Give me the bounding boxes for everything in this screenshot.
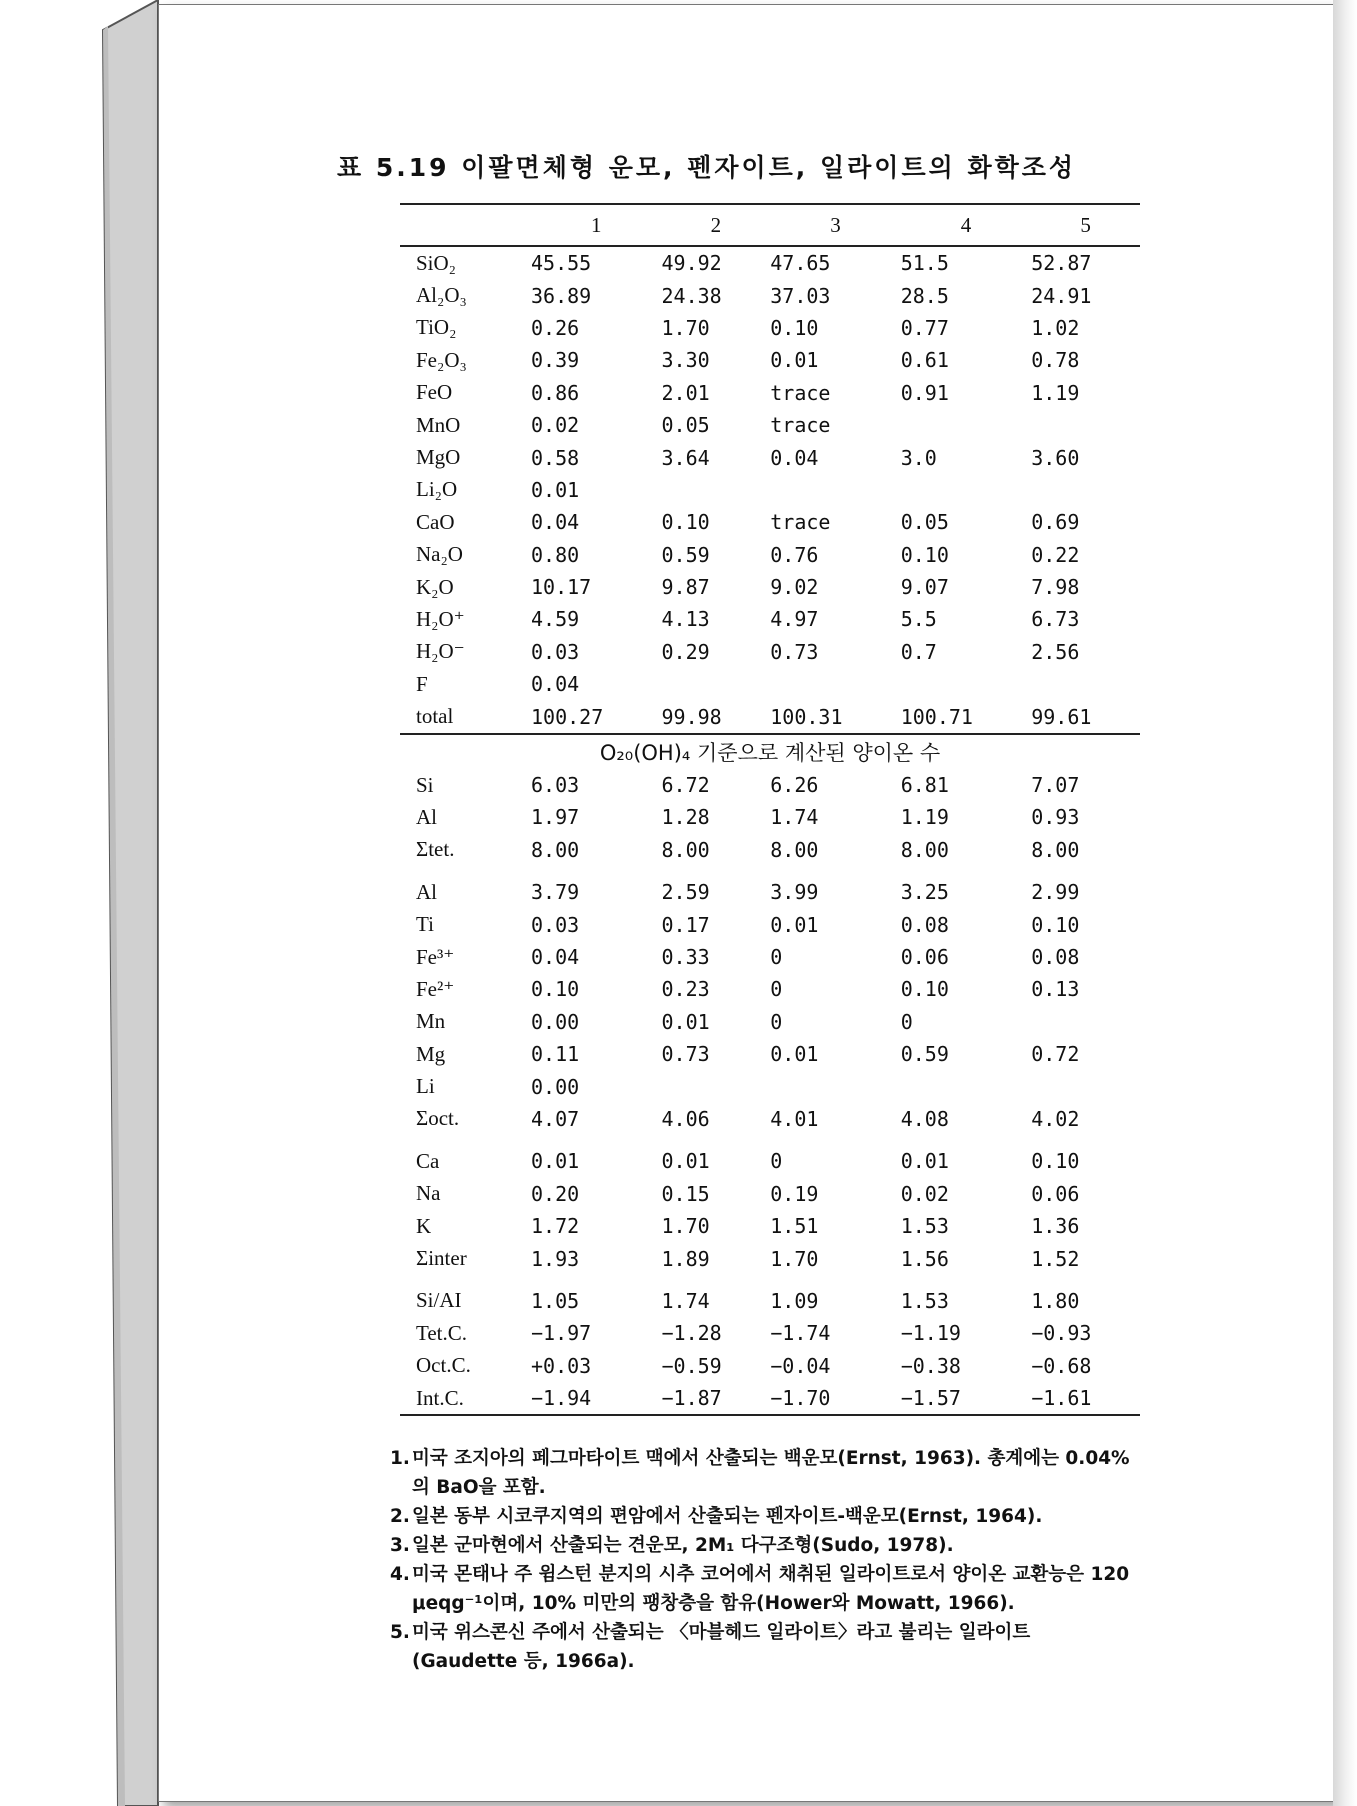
value-cell: 9.02 xyxy=(770,575,819,600)
value-cell: 45.55 xyxy=(531,251,592,276)
oxide-row xyxy=(400,603,1140,635)
value-cell: 37.03 xyxy=(770,283,831,308)
value-cell: 28.5 xyxy=(900,283,949,308)
oxide-row xyxy=(400,344,1140,376)
value-cell: 100.27 xyxy=(531,704,604,729)
note-text: 일본 동부 시코쿠지역의 편암에서 산출되는 펜자이트-백운모(Ernst, 1964). xyxy=(412,1506,1043,1527)
value-cell: 0.73 xyxy=(661,1042,710,1067)
value-cell: 6.81 xyxy=(900,773,949,798)
row-label: total xyxy=(416,704,454,729)
value-cell xyxy=(661,474,770,506)
value-cell: 3.0 xyxy=(900,445,937,470)
row-label: Li xyxy=(416,1074,435,1099)
value-cell: 8.00 xyxy=(661,837,710,862)
value-cell: 0.00 xyxy=(531,1074,580,1099)
value-cell: 0.29 xyxy=(661,639,710,664)
value-cell: −0.68 xyxy=(1031,1353,1092,1378)
value-cell: 6.03 xyxy=(531,773,580,798)
value-cell: 0.10 xyxy=(661,510,710,535)
value-cell: 0.01 xyxy=(770,912,819,937)
value-cell: 7.07 xyxy=(1031,773,1080,798)
value-cell: 1.70 xyxy=(661,1214,710,1239)
note-text: 미국 몬태나 주 윔스턴 분지의 시추 코어에서 채취된 일라이트로서 양이온 교환능은 120 μeqg⁻¹이며, 10% 미만의 팽창층을 함유(Hower와 Mowatt, 1966). xyxy=(412,1564,1130,1614)
value-cell: 0.59 xyxy=(661,542,710,567)
book-spine xyxy=(0,0,160,1806)
value-cell: 36.89 xyxy=(531,283,592,308)
cation-row xyxy=(400,1006,1140,1038)
cation-row xyxy=(400,1350,1140,1382)
row-label: Na xyxy=(416,1181,441,1206)
table-caption: 표 5.19 이팔면체형 운모, 펜자이트, 일라이트의 화학조성 xyxy=(337,153,1077,182)
value-cell xyxy=(901,1070,1031,1102)
value-cell: 24.91 xyxy=(1031,283,1092,308)
value-cell: 4.06 xyxy=(661,1106,710,1131)
value-cell: −1.28 xyxy=(661,1321,722,1346)
value-cell: −1.87 xyxy=(661,1386,722,1411)
cation-row xyxy=(400,941,1140,973)
value-cell: 0.04 xyxy=(531,945,580,969)
value-cell: −1.94 xyxy=(531,1386,592,1411)
value-cell: 0.01 xyxy=(531,1149,580,1174)
value-cell: 49.92 xyxy=(661,251,722,276)
cation-row xyxy=(400,1103,1140,1135)
value-cell: 3.99 xyxy=(770,880,819,905)
value-cell: 6.72 xyxy=(661,773,710,798)
value-cell: 1.53 xyxy=(900,1288,949,1313)
row-label: Fe³⁺ xyxy=(416,944,455,969)
value-cell xyxy=(770,474,900,506)
value-cell: 10.17 xyxy=(531,575,592,600)
oxide-row xyxy=(400,636,1140,668)
value-cell: 0.04 xyxy=(770,445,819,470)
cation-row xyxy=(400,834,1140,866)
value-cell: −1.97 xyxy=(531,1321,592,1346)
oxide-row xyxy=(400,312,1140,344)
table-header-row xyxy=(400,204,1140,246)
row-label: Σinter xyxy=(416,1246,467,1271)
value-cell: 0.05 xyxy=(900,510,949,535)
row-label: H₂O⁻ xyxy=(416,639,465,664)
column-header: 5 xyxy=(1080,212,1091,237)
value-cell: 0.04 xyxy=(531,672,580,697)
note-item xyxy=(390,1618,1140,1676)
value-cell: 0.04 xyxy=(531,510,580,535)
value-cell: 0.06 xyxy=(1031,1181,1080,1206)
cation-row xyxy=(400,1242,1140,1274)
note-number: 3. xyxy=(390,1535,410,1556)
value-cell: −1.57 xyxy=(900,1386,961,1411)
value-cell: 1.53 xyxy=(900,1214,949,1239)
value-cell: 0.01 xyxy=(770,1042,819,1067)
row-label: K xyxy=(416,1213,432,1238)
value-cell: 0.05 xyxy=(661,413,710,438)
value-cell: 1.52 xyxy=(1031,1246,1080,1271)
value-cell: 8.00 xyxy=(900,837,949,862)
note-item xyxy=(390,1531,1140,1560)
value-cell: 3.25 xyxy=(900,880,949,905)
cation-row xyxy=(400,769,1140,801)
value-cell: 0.08 xyxy=(900,912,949,937)
value-cell: −0.04 xyxy=(770,1353,831,1378)
value-cell: 0.01 xyxy=(531,477,580,502)
value-cell: 1.28 xyxy=(661,805,710,830)
value-cell: 1.05 xyxy=(531,1288,580,1313)
value-cell: 1.09 xyxy=(770,1288,819,1313)
value-cell: 0.01 xyxy=(661,1009,710,1034)
value-cell: 4.01 xyxy=(770,1106,819,1131)
row-label: Si/AI xyxy=(416,1288,462,1313)
value-cell: 0 xyxy=(770,945,783,969)
value-cell: 0.03 xyxy=(531,912,580,937)
chemical-composition-table xyxy=(400,203,1140,1416)
value-cell xyxy=(1031,1006,1140,1038)
row-label: H₂O⁺ xyxy=(416,606,465,631)
value-cell xyxy=(661,1070,770,1102)
value-cell: 52.87 xyxy=(1031,251,1092,276)
value-cell: 2.59 xyxy=(661,880,710,905)
value-cell: 0.72 xyxy=(1031,1042,1080,1067)
value-cell: 100.71 xyxy=(900,704,973,729)
cation-row xyxy=(400,801,1140,833)
note-text: 미국 조지아의 페그마타이트 맥에서 산출되는 백운모(Ernst, 1963). 총계에는 0.04%의 BaO을 포함. xyxy=(412,1448,1130,1498)
value-cell: 0 xyxy=(770,1009,783,1034)
total-row xyxy=(400,700,1140,733)
row-label: MgO xyxy=(416,445,461,470)
value-cell xyxy=(901,668,1031,700)
cation-row xyxy=(400,1070,1140,1102)
value-cell: 0.10 xyxy=(531,977,580,1002)
note-number: 4. xyxy=(390,1564,410,1585)
value-cell: 51.5 xyxy=(900,251,949,276)
note-number: 5. xyxy=(390,1622,410,1643)
value-cell: 47.65 xyxy=(770,251,831,276)
cation-row xyxy=(400,1382,1140,1415)
row-label: Si xyxy=(416,772,434,797)
oxide-row xyxy=(400,409,1140,441)
value-cell: 4.59 xyxy=(531,607,580,632)
value-cell: 1.93 xyxy=(531,1246,580,1271)
row-label: Mg xyxy=(416,1041,446,1066)
value-cell: 1.19 xyxy=(900,805,949,830)
value-cell: +0.03 xyxy=(531,1353,592,1378)
header-cell-blank xyxy=(400,204,531,246)
value-cell: 3.60 xyxy=(1031,445,1080,470)
value-cell: 99.98 xyxy=(661,704,722,729)
value-cell: 99.61 xyxy=(1031,704,1092,729)
oxide-row xyxy=(400,246,1140,279)
value-cell: trace xyxy=(770,510,831,535)
oxide-row xyxy=(400,506,1140,538)
value-cell: 0.03 xyxy=(531,639,580,664)
value-cell: 4.08 xyxy=(900,1106,949,1131)
row-label: Tet.C. xyxy=(416,1320,468,1345)
oxide-row xyxy=(400,279,1140,311)
value-cell: 4.97 xyxy=(770,607,819,632)
value-cell: 0.17 xyxy=(661,912,710,937)
value-cell: trace xyxy=(770,380,831,405)
note-number: 2. xyxy=(390,1506,410,1527)
cation-row xyxy=(400,1135,1140,1177)
note-text: 미국 위스콘신 주에서 산출되는 〈마블헤드 일라이트〉라고 불리는 일라이트 (Gaudette 등, 1966a). xyxy=(412,1622,1031,1672)
value-cell: 0.08 xyxy=(1031,945,1080,969)
value-cell: 0.06 xyxy=(900,945,949,969)
cation-row xyxy=(400,973,1140,1005)
value-cell: 0.61 xyxy=(900,348,949,373)
oxide-row xyxy=(400,571,1140,603)
value-cell: 1.89 xyxy=(661,1246,710,1271)
value-cell: 8.00 xyxy=(531,837,580,862)
value-cell: 0.10 xyxy=(1031,1149,1080,1174)
value-cell: 0.19 xyxy=(770,1181,819,1206)
value-cell: 0.01 xyxy=(900,1149,949,1174)
value-cell: −0.38 xyxy=(900,1353,961,1378)
value-cell: 4.07 xyxy=(531,1106,580,1131)
value-cell: 2.01 xyxy=(661,380,710,405)
row-label: Na₂O xyxy=(416,542,463,567)
row-label: Ti xyxy=(416,912,434,937)
value-cell: 1.56 xyxy=(900,1246,949,1271)
value-cell xyxy=(1031,409,1140,441)
row-label: Σoct. xyxy=(416,1106,460,1131)
value-cell: −1.70 xyxy=(770,1386,831,1411)
value-cell xyxy=(901,474,1031,506)
row-label: Fe₂O₃ xyxy=(416,347,467,372)
value-cell: 0.93 xyxy=(1031,805,1080,830)
row-label: F xyxy=(416,671,428,696)
value-cell: 0.33 xyxy=(661,945,710,969)
column-header: 3 xyxy=(830,212,841,237)
value-cell: 1.74 xyxy=(661,1288,710,1313)
value-cell: 0.73 xyxy=(770,639,819,664)
value-cell xyxy=(1031,1070,1140,1102)
value-cell: 0.69 xyxy=(1031,510,1080,535)
value-cell: 1.36 xyxy=(1031,1214,1080,1239)
value-cell: 0.22 xyxy=(1031,542,1080,567)
value-cell: 0.10 xyxy=(900,977,949,1002)
value-cell: 1.97 xyxy=(531,805,580,830)
row-label: Mn xyxy=(416,1009,446,1034)
note-item xyxy=(390,1502,1140,1531)
cation-row xyxy=(400,1317,1140,1349)
note-item xyxy=(390,1444,1140,1502)
value-cell: −1.74 xyxy=(770,1321,831,1346)
oxide-row xyxy=(400,668,1140,700)
oxide-section xyxy=(400,246,1140,734)
table-notes xyxy=(390,1444,1140,1676)
value-cell: 0.13 xyxy=(1031,977,1080,1002)
value-cell: 4.02 xyxy=(1031,1106,1080,1131)
value-cell: 1.70 xyxy=(661,315,710,340)
value-cell xyxy=(901,409,1031,441)
value-cell: 2.99 xyxy=(1031,880,1080,905)
cation-section xyxy=(400,734,1140,1415)
basis-row xyxy=(400,734,1140,769)
row-label: Fe²⁺ xyxy=(416,976,455,1001)
value-cell: −0.93 xyxy=(1031,1321,1092,1346)
note-number: 1. xyxy=(390,1448,410,1469)
cation-row xyxy=(400,1178,1140,1210)
value-cell xyxy=(661,668,770,700)
row-label: CaO xyxy=(416,509,455,534)
cation-row xyxy=(400,1275,1140,1317)
row-label: Oct.C. xyxy=(416,1353,471,1378)
row-label: MnO xyxy=(416,412,461,437)
value-cell: 7.98 xyxy=(1031,575,1080,600)
basis-label: O₂₀(OH)₄ 기준으로 계산된 양이온 수 xyxy=(599,740,941,765)
oxide-row xyxy=(400,539,1140,571)
value-cell: 3.64 xyxy=(661,445,710,470)
value-cell: 0.15 xyxy=(661,1181,710,1206)
row-label: Li₂O xyxy=(416,477,458,502)
value-cell: 1.51 xyxy=(770,1214,819,1239)
row-label: Ca xyxy=(416,1148,440,1173)
value-cell: 9.87 xyxy=(661,575,710,600)
oxide-row xyxy=(400,441,1140,473)
value-cell: 24.38 xyxy=(661,283,722,308)
value-cell: 3.79 xyxy=(531,880,580,905)
value-cell: 0.10 xyxy=(1031,912,1080,937)
value-cell xyxy=(770,1070,900,1102)
row-label: Al xyxy=(416,879,437,904)
value-cell: 0.01 xyxy=(770,348,819,373)
value-cell: 3.30 xyxy=(661,348,710,373)
value-cell: 6.73 xyxy=(1031,607,1080,632)
row-label: SiO₂ xyxy=(416,250,457,275)
value-cell: 0.02 xyxy=(531,413,580,438)
value-cell: 0.86 xyxy=(531,380,580,405)
note-item xyxy=(390,1560,1140,1618)
value-cell: −0.59 xyxy=(661,1353,722,1378)
oxide-row xyxy=(400,474,1140,506)
value-cell: 5.5 xyxy=(900,607,937,632)
value-cell: 8.00 xyxy=(1031,837,1080,862)
cation-row xyxy=(400,866,1140,908)
value-cell: trace xyxy=(770,413,831,438)
value-cell: 1.02 xyxy=(1031,315,1080,340)
value-cell: 1.19 xyxy=(1031,380,1080,405)
row-label: Σtet. xyxy=(416,837,455,862)
row-label: Int.C. xyxy=(416,1385,464,1410)
value-cell: 8.00 xyxy=(770,837,819,862)
row-label: TiO₂ xyxy=(416,315,457,340)
row-label: FeO xyxy=(416,380,453,405)
value-cell: 4.13 xyxy=(661,607,710,632)
value-cell: 9.07 xyxy=(900,575,949,600)
row-label: Al₂O₃ xyxy=(416,283,467,308)
value-cell: 1.72 xyxy=(531,1214,580,1239)
value-cell: −1.61 xyxy=(1031,1386,1092,1411)
value-cell xyxy=(770,668,900,700)
value-cell: 1.70 xyxy=(770,1246,819,1271)
column-header: 4 xyxy=(960,212,972,237)
row-label: Al xyxy=(416,804,437,829)
value-cell: 0.26 xyxy=(531,315,580,340)
value-cell: 100.31 xyxy=(770,704,843,729)
value-cell: 0.78 xyxy=(1031,348,1080,373)
oxide-row xyxy=(400,377,1140,409)
cation-row xyxy=(400,1038,1140,1070)
cation-row xyxy=(400,908,1140,940)
value-cell: 0.77 xyxy=(900,315,949,340)
value-cell: 0.23 xyxy=(661,977,710,1002)
value-cell: 0.91 xyxy=(900,380,949,405)
value-cell: 0.00 xyxy=(531,1009,580,1034)
value-cell: 0 xyxy=(770,1149,783,1174)
value-cell: 0.80 xyxy=(531,542,580,567)
row-label: K₂O xyxy=(416,574,454,599)
value-cell: −1.19 xyxy=(900,1321,961,1346)
value-cell: 1.74 xyxy=(770,805,819,830)
value-cell: 0.7 xyxy=(900,639,937,664)
note-text: 일본 군마현에서 산출되는 견운모, 2M₁ 다구조형(Sudo, 1978). xyxy=(412,1535,954,1556)
page-edge-shadow xyxy=(1333,0,1357,1806)
value-cell: 0 xyxy=(900,1009,913,1034)
value-cell: 0.02 xyxy=(900,1181,949,1206)
value-cell: 1.80 xyxy=(1031,1288,1080,1313)
value-cell: 0.59 xyxy=(900,1042,949,1067)
value-cell: 0.76 xyxy=(770,542,819,567)
value-cell xyxy=(1031,474,1140,506)
value-cell: 0.11 xyxy=(531,1042,580,1067)
value-cell xyxy=(1031,668,1140,700)
value-cell: 0.10 xyxy=(900,542,949,567)
value-cell: 2.56 xyxy=(1031,639,1080,664)
value-cell: 0.10 xyxy=(770,315,819,340)
value-cell: 6.26 xyxy=(770,773,819,798)
column-header: 1 xyxy=(590,212,602,237)
value-cell: 0 xyxy=(770,977,783,1002)
value-cell: 0.20 xyxy=(531,1181,580,1206)
value-cell: 0.58 xyxy=(531,445,580,470)
column-header: 2 xyxy=(710,212,722,237)
cation-row xyxy=(400,1210,1140,1242)
value-cell: 0.01 xyxy=(661,1149,710,1174)
value-cell: 0.39 xyxy=(531,348,580,373)
